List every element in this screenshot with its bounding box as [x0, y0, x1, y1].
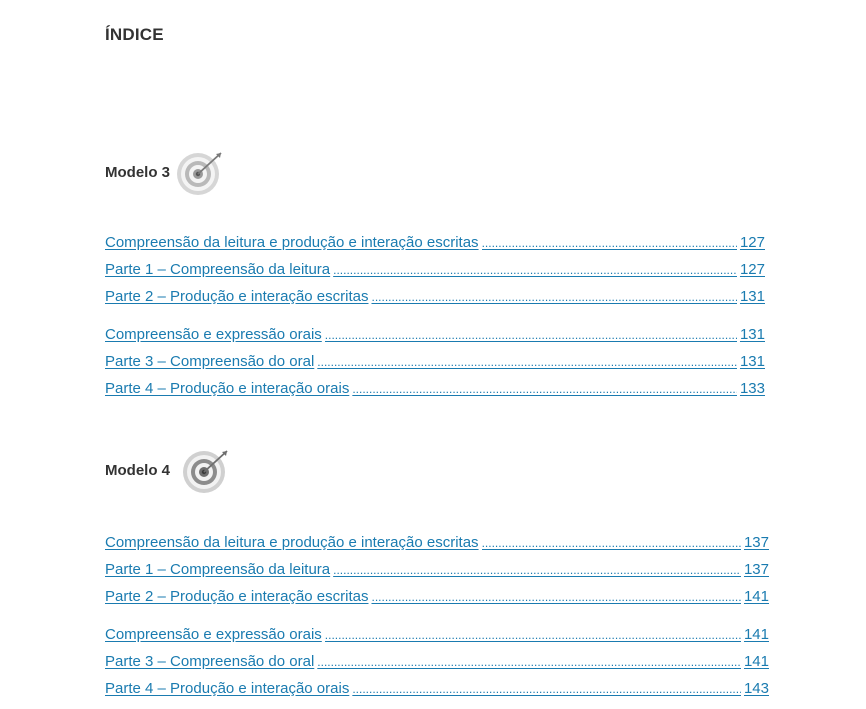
- toc-dot-leader: [325, 628, 741, 642]
- toc-entry-text: Compreensão da leitura e produção e interação escritas: [105, 234, 479, 251]
- toc-entry-text: Parte 2 – Produção e interação escritas: [105, 288, 369, 305]
- toc-dot-leader: [371, 590, 740, 604]
- toc-entry-text: Parte 3 – Compreensão do oral: [105, 653, 315, 670]
- toc-entry-text: Compreensão da leitura e produção e interação escritas: [105, 534, 479, 551]
- target-icon: [174, 147, 224, 197]
- toc-entry[interactable]: [105, 626, 769, 653]
- toc-entry[interactable]: [105, 234, 765, 261]
- toc-entry-page: 141: [743, 626, 769, 643]
- toc-dot-leader: [352, 382, 737, 396]
- toc-entry-page: 133: [739, 380, 765, 397]
- toc-dot-leader: [333, 563, 741, 577]
- toc-dot-leader: [352, 682, 741, 696]
- toc-dot-leader: [325, 328, 737, 342]
- toc-entry-page: 143: [743, 680, 769, 697]
- toc-entry-text: Parte 4 – Produção e interação orais: [105, 680, 350, 697]
- toc-entry-text: Parte 4 – Produção e interação orais: [105, 380, 350, 397]
- toc-dot-leader: [482, 236, 737, 250]
- toc-entry[interactable]: [105, 380, 765, 407]
- toc-entry-page: 127: [739, 234, 765, 251]
- page-title: ÍNDICE: [105, 25, 164, 44]
- section-heading-label: Modelo 3: [105, 163, 171, 181]
- toc-entry-page: 141: [743, 653, 769, 670]
- toc-entry[interactable]: [105, 353, 765, 380]
- toc-entry[interactable]: [105, 653, 769, 680]
- toc-entry-page: 127: [739, 261, 765, 278]
- toc-entry[interactable]: [105, 588, 769, 615]
- section-heading-label: Modelo 4: [105, 461, 171, 479]
- toc-entry-text: Compreensão e expressão orais: [105, 626, 322, 643]
- toc-entry-page: 131: [739, 326, 765, 343]
- toc-entry[interactable]: [105, 534, 769, 561]
- toc-dot-leader: [482, 536, 741, 550]
- toc-entry[interactable]: [105, 326, 765, 353]
- toc-entry-text: Parte 1 – Compreensão da leitura: [105, 261, 331, 278]
- toc-entry-text: Compreensão e expressão orais: [105, 326, 322, 343]
- toc-entry-page: 137: [743, 534, 769, 551]
- toc-dot-leader: [317, 355, 737, 369]
- toc-entry-page: 137: [743, 561, 769, 578]
- target-icon: [180, 445, 230, 495]
- toc-entry[interactable]: [105, 680, 769, 707]
- toc-list-modelo-3: [105, 234, 765, 407]
- toc-entry-text: Parte 1 – Compreensão da leitura: [105, 561, 331, 578]
- toc-entry-page: 131: [739, 353, 765, 370]
- toc-list-modelo-4: [105, 534, 769, 707]
- toc-dot-leader: [371, 290, 736, 304]
- toc-entry-page: 131: [739, 288, 765, 305]
- toc-entry-page: 141: [743, 588, 769, 605]
- section-heading-modelo-3: [105, 147, 224, 197]
- toc-dot-leader: [317, 655, 741, 669]
- toc-entry[interactable]: [105, 288, 765, 315]
- toc-entry-text: Parte 2 – Produção e interação escritas: [105, 588, 369, 605]
- toc-entry[interactable]: [105, 561, 769, 588]
- toc-entry-text: Parte 3 – Compreensão do oral: [105, 353, 315, 370]
- toc-entry[interactable]: [105, 261, 765, 288]
- toc-dot-leader: [333, 263, 737, 277]
- section-heading-modelo-4: [105, 445, 230, 495]
